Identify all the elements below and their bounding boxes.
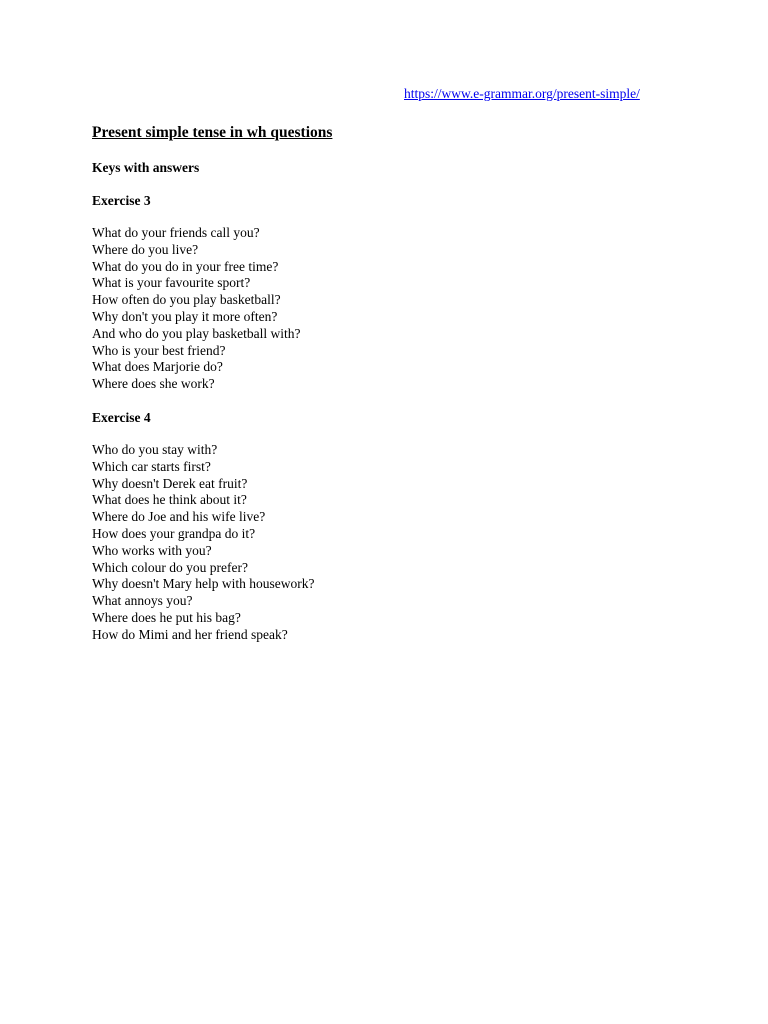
answer-line: Where does she work? (92, 376, 215, 392)
answer-line: What annoys you? (92, 593, 193, 609)
keys-heading: Keys with answers (92, 160, 200, 175)
answer-line: Who works with you? (92, 542, 212, 558)
exercise-4-answer-list (92, 442, 712, 644)
answer-line: And who do you play basketball with? (92, 325, 301, 341)
answer-line: How often do you play basketball? (92, 292, 281, 308)
answer-line: Which car starts first? (92, 458, 211, 474)
answer-line: Which colour do you prefer? (92, 559, 248, 575)
source-url-link[interactable]: https://www.e-grammar.org/present-simple/ (404, 86, 640, 101)
answer-line: What do your friends call you? (92, 225, 260, 240)
answer-line: Who is your best friend? (92, 342, 226, 358)
answer-line: What does he think about it? (92, 492, 247, 508)
answer-line: Where does he put his bag? (92, 609, 241, 625)
exercise-4-section (92, 409, 712, 644)
answer-line: Why don't you play it more often? (92, 308, 278, 324)
answer-line: Who do you stay with? (92, 441, 218, 457)
exercise-3-answer-list (92, 225, 712, 393)
answer-line: How does your grandpa do it? (92, 525, 256, 541)
answer-line: Why doesn't Derek eat fruit? (92, 475, 248, 491)
exercise-4-title: Exercise 4 (92, 409, 151, 425)
answer-line: Where do you live? (92, 241, 199, 257)
answer-line: What is your favourite sport? (92, 275, 251, 291)
answer-line: What do you do in your free time? (92, 258, 279, 274)
document-title: Present simple tense in wh questions (92, 124, 333, 141)
answer-line: What does Marjorie do? (92, 359, 223, 375)
exercise-3-section (92, 192, 712, 393)
document-content (92, 124, 712, 660)
answer-line: How do Mimi and her friend speak? (92, 626, 288, 642)
answer-line: Where do Joe and his wife live? (92, 509, 266, 525)
exercise-3-title: Exercise 3 (92, 193, 151, 208)
answer-line: Why doesn't Mary help with housework? (92, 576, 315, 592)
